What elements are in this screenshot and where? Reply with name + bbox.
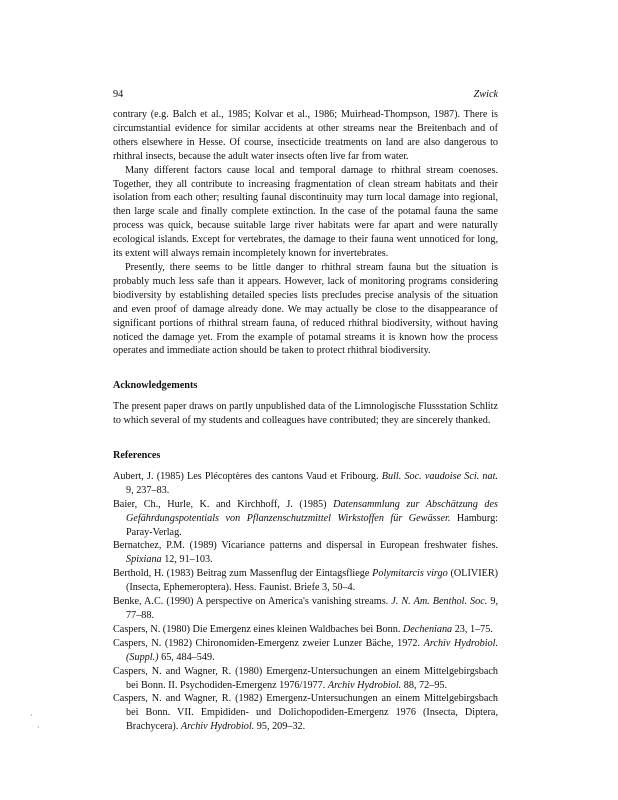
page-body bbox=[113, 108, 498, 734]
reference-item: Caspers, N. and Wagner, R. (1980) Emergenz-Untersuchungen an einem Mittelgebirgsbach bei Bonn. II. Psychodiden-Emergenz 1976/1977. Archiv Hydrobiol. 88, 72–95. bbox=[113, 665, 498, 691]
reference-item: Aubert, J. (1985) Les Plécoptères des cantons Vaud et Fribourg. Bull. Soc. vaudoise Sci. nat. 9, 237–83. bbox=[113, 470, 498, 496]
reference-list bbox=[113, 470, 498, 734]
scan-speck: · bbox=[37, 723, 40, 732]
body-paragraph-1: contrary (e.g. Balch et al., 1985; Kolvar et al., 1986; Muirhead-Thompson, 1987). There is circumstantial evidence for similar accidents at other streams near the Breitenbach and of others elsewhere in Hesse. Of course, insecticide treatments on land are also dangerous to rhithral insects, because the adult water insects often live far from water. bbox=[113, 109, 498, 162]
reference-item: Caspers, N. (1980) Die Emergenz eines kleinen Waldbaches bei Bonn. Decheniana 23, 1–75. bbox=[113, 623, 493, 635]
reference-item: Caspers, N. (1982) Chironomiden-Emergenz zweier Lunzer Bäche, 1972. Archiv Hydrobiol. (Suppl.) 65, 484–549. bbox=[113, 637, 498, 663]
body-paragraph-2: Many different factors cause local and temporal damage to rhithral stream coenoses. Together, they all contribute to increasing fragmentation of clean stream habitats and their isolation from each other; resulting faunal discontinuity may turn local damage into regional, then large scale and finally complete extinction. In the case of the potamal fauna the same process was quick, because suitable large river habitats were far apart and were naturally ecological islands. Except for vertebrates, the damage to their fauna went unnoticed for long, its extent will always remain incompletely known for invertebrates. bbox=[113, 164, 498, 260]
running-header bbox=[113, 89, 498, 103]
references-heading: References bbox=[113, 450, 161, 462]
reference-item: Baier, Ch., Hurle, K. and Kirchhoff, J. (1985) Datensammlung zur Abschätzung des Gefährdungspotentials von Pflanzenschutzmittel Wirkstoffen für Gewässer. Hamburg: Paray-Verlag. bbox=[113, 498, 499, 538]
reference-item: Caspers, N. and Wagner, R. (1982) Emergenz-Untersuchungen an einem Mittelgebirgsbach bei Bonn. VII. Empididen- und Dolichopodiden-Emergenz 1976 (Insecta, Diptera, Brachycera). Archiv Hydrobiol. 95, 209–32. bbox=[113, 693, 498, 733]
acknowledgements-heading: Acknowledgements bbox=[113, 380, 198, 392]
reference-item: Bernatchez, P.M. (1989) Vicariance patterns and dispersal in European freshwater fishes. Spixiana 12, 91–103. bbox=[113, 540, 498, 566]
running-author: Zwick bbox=[473, 89, 498, 100]
reference-item: Benke, A.C. (1990) A perspective on America's vanishing streams. J. N. Am. Benthol. Soc. 9, 77–88. bbox=[113, 596, 499, 621]
body-paragraph-3: Presently, there seems to be little danger to rhithral stream fauna but the situation is probably much less safe than it appears. However, lack of monitoring programs considering biodiversity by establishing detailed species lists precludes precise analysis of the situation and even proof of damage already done. We may actually be close to the disappearance of significant portions of rhithral stream fauna, of reduced rhithral biodiversity, without having noticed the damage yet. From the example of potamal streams it is known how the process operates and immediate action should be taken to protect rhithral biodiversity. bbox=[113, 261, 498, 357]
reference-item: Berthold, H. (1983) Beitrag zum Massenflug der Eintagsfliege Polymitarcis virgo (OLIVIER) (Insecta, Ephemeroptera). Hess. Faunist. Briefe 3, 50–4. bbox=[113, 568, 499, 594]
scan-speck: · bbox=[30, 711, 33, 720]
acknowledgements-text: The present paper draws on partly unpublished data of the Limnologische Flussstation Schlitz to which several of my students and colleagues have contributed; they are sincerely thanked. bbox=[113, 401, 498, 427]
page-number: 94 bbox=[113, 89, 124, 100]
